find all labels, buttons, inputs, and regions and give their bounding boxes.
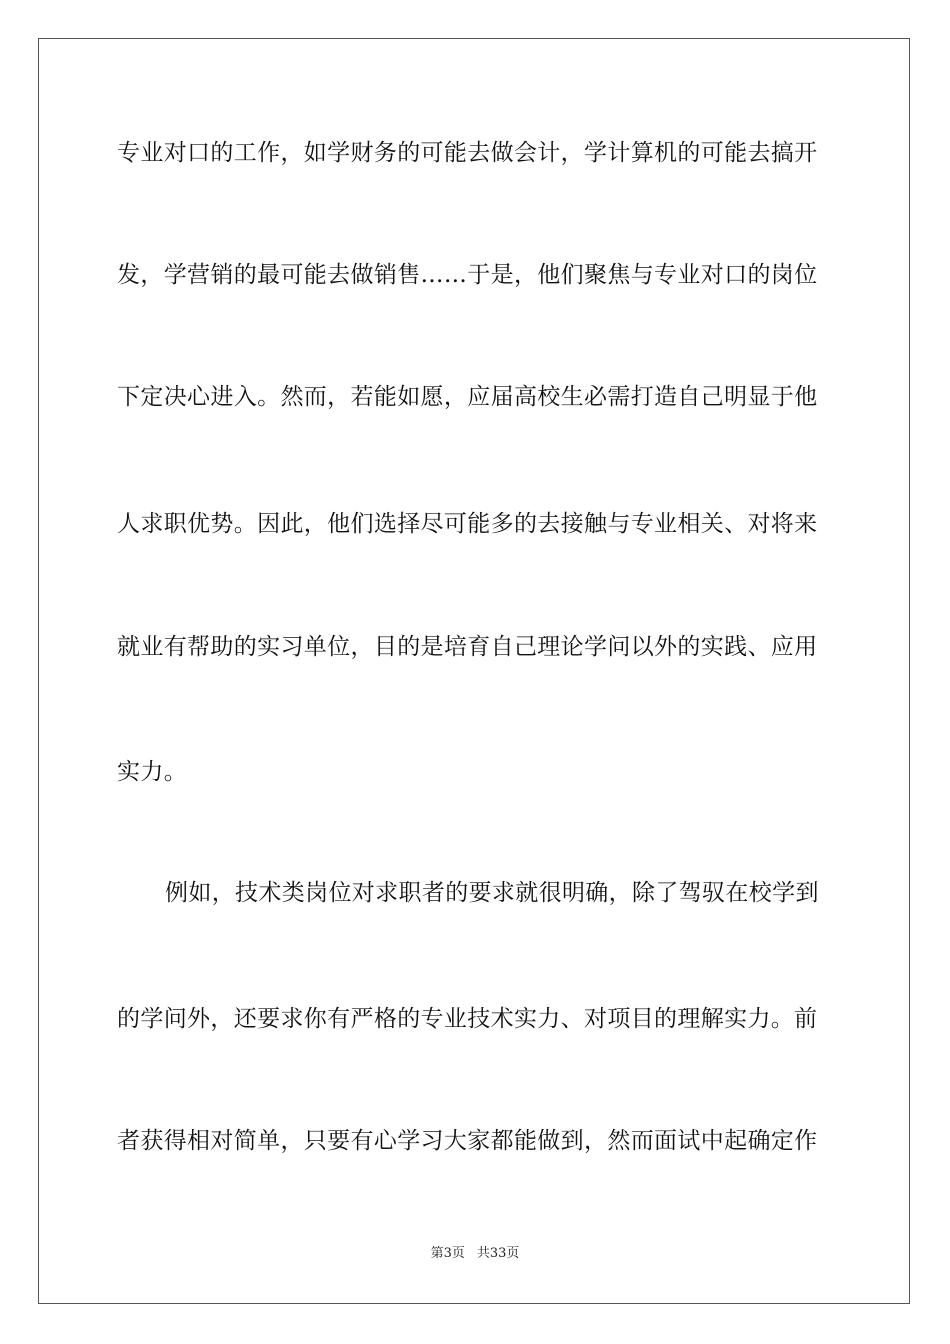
paragraph-line: 者获得相对简单，只要有心学习大家都能做到，然而面试中起确定作 (117, 1128, 818, 1154)
paragraph-line: 的学问外，还要求你有严格的专业技术实力、对项目的理解实力。前 (117, 1006, 818, 1032)
paragraph-line: 实力。 (117, 759, 188, 785)
paragraph-line: 发，学营销的最可能去做销售……于是，他们聚焦与专业对口的岗位 (117, 262, 818, 288)
paragraph-line-indented: 例如，技术类岗位对求职者的要求就很明确，除了驾驭在校学到 (165, 880, 819, 906)
page-footer (0, 1245, 950, 1263)
page-border (38, 38, 910, 1304)
paragraph-line: 专业对口的工作，如学财务的可能去做会计，学计算机的可能去搞开 (117, 140, 818, 166)
total-pages: 共33页 (476, 1246, 520, 1261)
paragraph-line: 就业有帮助的实习单位，目的是培育自己理论学问以外的实践、应用 (117, 634, 818, 660)
paragraph-line: 人求职优势。因此，他们选择尽可能多的去接触与专业相关、对将来 (117, 511, 818, 537)
paragraph-line: 下定决心进入。然而，若能如愿，应届高校生必需打造自己明显于他 (117, 384, 818, 410)
page-number: 第3页 (430, 1246, 465, 1261)
